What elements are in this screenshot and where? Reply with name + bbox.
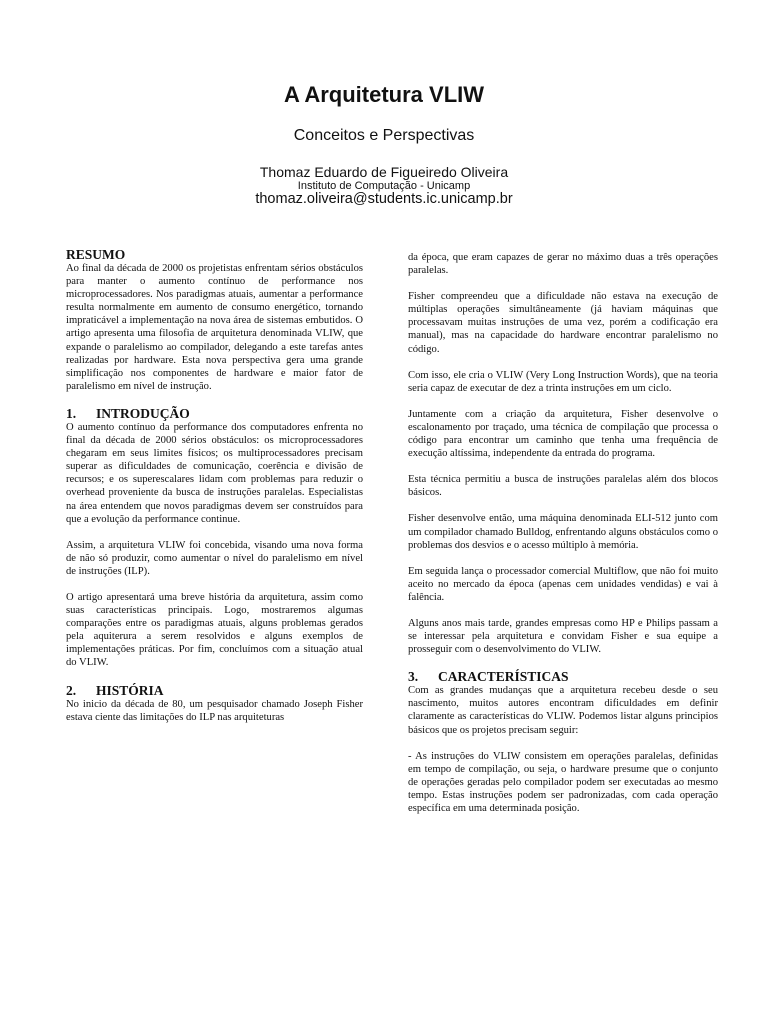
paragraph: No inicio da década de 80, um pesquisador chamado Joseph Fisher estava ciente das limitações do ILP nas arquiteturas bbox=[66, 698, 363, 723]
author-email: thomaz.oliveira@students.ic.unicamp.br bbox=[255, 191, 513, 207]
paper-subtitle: Conceitos e Perspectivas bbox=[293, 127, 475, 144]
paragraph: Juntamente com a criação da arquitetura, Fisher desenvolve o escalonamento por traçado, uma técnica de compilação que processa o código para encontrar um caminho que tenha uma frequência de execução altíssima, independente da entrada do programa. bbox=[408, 408, 718, 460]
paper-title: A Arquitetura VLIW bbox=[283, 82, 485, 107]
paragraph: Assim, a arquitetura VLIW foi concebida, visando uma nova forma de não só produzir, como aumentar o nível do paralelismo em nível de instruções (ILP). bbox=[66, 539, 363, 577]
paragraph: Fisher compreendeu que a dificuldade não estava na execução de múltiplas operações simultâneamente (já haviam máquinas que processavam muitas instruções de uma vez, porém a codificação era manual), mas na capacidade do hardware encontrar paralelismo no código. bbox=[408, 291, 718, 355]
paragraph: O artigo apresentará uma breve história da arquitetura, assim como suas características principais. Logo, mostraremos algumas comparações entre os paradigmas atuais, alguns problemas gerados pela aquiterura a serem resolvidos e alguns exemplos de implementações práticas. Por fim, concluímos com a situação atual do VLIW. bbox=[66, 591, 363, 669]
section-heading-introducao bbox=[66, 406, 363, 421]
paragraph: Fisher desenvolve então, uma máquina denominada ELI-512 junto com um compilador chamado Bulldog, enfrentando alguns obstáculos como o problemas dos desvios e o acesso múltiplo à memória. bbox=[408, 513, 718, 551]
paragraph: Em seguida lança o processador comercial Multiflow, que não foi muito aceito no mercado da época (apenas cem unidades vendidas) e vai à falência. bbox=[408, 565, 718, 603]
abstract-text: Ao final da década de 2000 os projetistas enfrentam sérios obstáculos para manter o aumento contínuo de performance nos microprocessadores. Nos paradigmas atuais, aumentar a performance resulta normalmente em aumento de consumo energético, tornando impraticável a implementação na nova área de sistemas embutidos. O artigo apresenta uma filosofia de arquitetura denominada VLIW, que expande o paralelismo ao compilador, delegando a este tarefas antes realizadas por hardware. Esta nova perspectiva gera uma grande simplificação nos componentes de hardware e maior fator de paralelismo em nível de instrução. bbox=[66, 263, 363, 392]
section-title: INTRODUÇÃO bbox=[96, 405, 190, 421]
paragraph: Com isso, ele cria o VLIW (Very Long Instruction Words), que na teoria seria capaz de executar de dez a trinta instruções em um ciclo. bbox=[408, 369, 718, 394]
section-heading-caracteristicas bbox=[408, 669, 718, 684]
section-heading-historia bbox=[66, 683, 363, 698]
paragraph: da época, que eram capazes de gerar no máximo duas a três operações paralelas. bbox=[408, 252, 718, 277]
author-name: Thomaz Eduardo de Figueiredo Oliveira bbox=[259, 164, 509, 180]
abstract-heading: RESUMO bbox=[66, 247, 126, 262]
section-number: 1. bbox=[66, 405, 77, 421]
section-title: CARACTERÍSTICAS bbox=[438, 669, 569, 685]
paragraph: - As instruções do VLIW consistem em operações paralelas, definidas em tempo de compilação, ou seja, o hardware presume que o conjunto de operações geradas pelo compilador podem ser executadas ao mesmo tempo. Estas instruções podem ser padronizadas, com cada operação específica em uma determinada posição. bbox=[408, 750, 718, 814]
author-affiliation: Instituto de Computação - Unicamp bbox=[297, 180, 471, 192]
paragraph: Com as grandes mudanças que a arquitetura recebeu desde o seu nascimento, muitos autores encontram dificuldades em definir claramente as características do VLIW. Podemos listar alguns principios básicos que os projetos precisam seguir: bbox=[408, 685, 718, 736]
paragraph: O aumento contínuo da performance dos computadores enfrenta no final da década de 2000 sérios obstáculos: os microprocessadores chegaram em seus limites físicos; os multiprocessadores precisam superar as dificuldades de comunicação, coerência e divisão de recursos; e os superescalares lidam com problemas para reduzir o overhead proveniente da busca de instruções paralelas. Especialistas na área entendem que novos paradigmas devem ser construídos para que a evolução da performance continue. bbox=[66, 421, 363, 525]
section-title: HISTÓRIA bbox=[96, 682, 164, 698]
right-column bbox=[408, 251, 718, 828]
paragraph: Esta técnica permitiu a busca de instruções paralelas além dos blocos básicos. bbox=[408, 474, 718, 499]
section-number: 2. bbox=[66, 682, 77, 698]
paragraph: Alguns anos mais tarde, grandes empresas como HP e Philips passam a se interessar pela arquitetura e convidam Fisher e sua equipe a prosseguir com o desenvolvimento do VLIW. bbox=[408, 617, 718, 656]
left-column bbox=[66, 247, 363, 737]
section-number: 3. bbox=[408, 669, 419, 685]
